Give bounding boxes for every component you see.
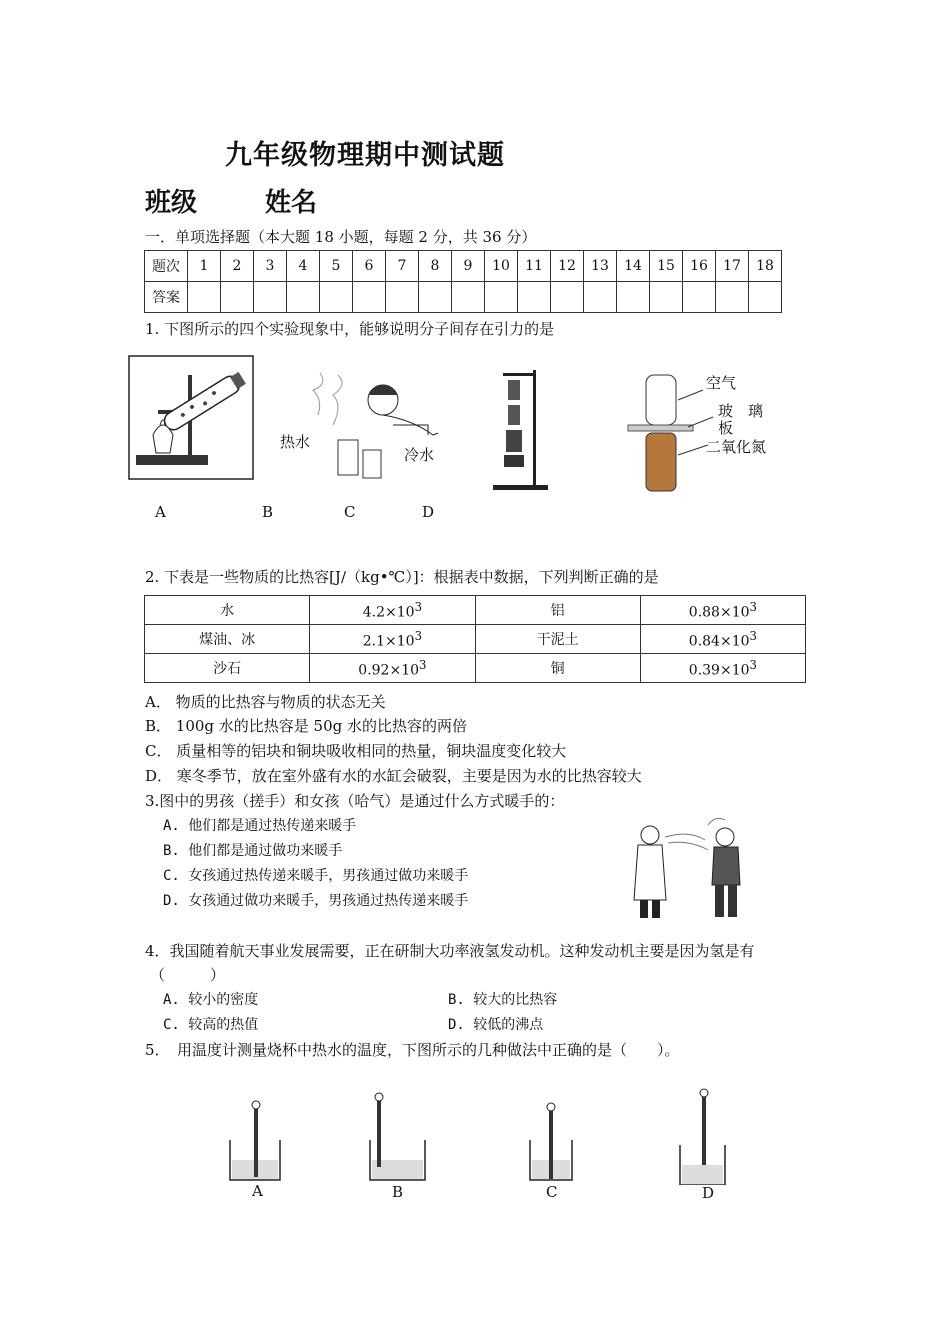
figure-bottles bbox=[628, 375, 713, 491]
substance-name: 沙石 bbox=[145, 654, 310, 683]
q1-figures bbox=[128, 355, 788, 495]
substance-name: 干泥土 bbox=[475, 625, 640, 654]
question-1: 1. 下图所示的四个实验现象中，能够说明分子间存在引力的是 bbox=[145, 320, 555, 338]
q5-choice-a: A bbox=[252, 1182, 263, 1200]
substance-value: $0.92\times 10^3$ bbox=[310, 654, 475, 683]
answer-cell[interactable] bbox=[485, 282, 518, 313]
substance-name: 铜 bbox=[475, 654, 640, 683]
question-number: 7 bbox=[386, 251, 419, 282]
question-2: 2. 下表是一些物质的比热容[J/（kg•℃）]：根据表中数据，下列判断正确的是 bbox=[145, 568, 659, 586]
label-air: 空气 bbox=[706, 374, 737, 392]
question-number: 16 bbox=[683, 251, 716, 282]
q2-option-d: D． 寒冬季节，放在室外盛有水的水缸会破裂，主要是因为水的比热容较大 bbox=[145, 767, 642, 785]
beaker-b bbox=[370, 1093, 425, 1180]
figure-d-lead-blocks bbox=[493, 370, 548, 490]
class-label: 班级 bbox=[145, 188, 198, 218]
question-number: 4 bbox=[287, 251, 320, 282]
substance-name: 水 bbox=[145, 596, 310, 625]
choice-d: D bbox=[422, 503, 435, 521]
answer-row-header: 答案 bbox=[145, 282, 188, 313]
question-number: 6 bbox=[353, 251, 386, 282]
q5-choice-c: C bbox=[546, 1183, 558, 1201]
substance-value: $0.39\times 10^3$ bbox=[640, 654, 805, 683]
q5-figures-beakers bbox=[220, 1085, 740, 1185]
beaker-d bbox=[680, 1089, 725, 1185]
substance-name: 铝 bbox=[475, 596, 640, 625]
question-number: 1 bbox=[188, 251, 221, 282]
label-hot-water: 热水 bbox=[280, 433, 311, 451]
q4-option-d: D. 较低的沸点 bbox=[448, 1017, 544, 1033]
choice-b: B bbox=[262, 503, 274, 521]
q3-option-d: D. 女孩通过做功来暖手，男孩通过热传递来暖手 bbox=[163, 893, 469, 909]
boy-figure bbox=[708, 818, 740, 917]
question-number: 3 bbox=[254, 251, 287, 282]
q4-option-a: A. 较小的密度 bbox=[163, 992, 259, 1008]
answer-cell[interactable] bbox=[254, 282, 287, 313]
question-number: 8 bbox=[419, 251, 452, 282]
beaker-c bbox=[530, 1103, 572, 1180]
substance-value: $0.88\times 10^3$ bbox=[640, 596, 805, 625]
answer-cell[interactable] bbox=[221, 282, 254, 313]
girl-figure bbox=[634, 826, 708, 918]
question-number: 9 bbox=[452, 251, 485, 282]
label-plate: 板 bbox=[718, 419, 734, 437]
q3-option-c: C. 女孩通过热传递来暖手，男孩通过做功来暖手 bbox=[163, 868, 469, 884]
answer-cell[interactable] bbox=[452, 282, 485, 313]
answer-cell[interactable] bbox=[551, 282, 584, 313]
question-number: 13 bbox=[584, 251, 617, 282]
answer-cell[interactable] bbox=[518, 282, 551, 313]
section-heading: 一．单项选择题（本大题 18 小题，每题 2 分，共 36 分） bbox=[145, 228, 537, 246]
q3-figure-children bbox=[620, 815, 755, 925]
answer-cell[interactable] bbox=[320, 282, 353, 313]
answer-cell[interactable] bbox=[683, 282, 716, 313]
answer-cell[interactable] bbox=[617, 282, 650, 313]
question-4: 4．我国随着航天事业发展需要，正在研制大功率液氢发动机。这种发动机主要是因为氢是有 bbox=[145, 942, 755, 960]
question-5: 5． 用温度计测量烧杯中热水的温度，下图所示的几种做法中正确的是（ ）。 bbox=[145, 1041, 680, 1059]
answer-cell[interactable] bbox=[419, 282, 452, 313]
answer-cell[interactable] bbox=[386, 282, 419, 313]
substance-value: $4.2\times 10^3$ bbox=[310, 596, 475, 625]
figure-a-heating bbox=[129, 356, 253, 479]
q4-option-c: C. 较高的热值 bbox=[163, 1017, 259, 1033]
question-number: 18 bbox=[749, 251, 782, 282]
question-number: 11 bbox=[518, 251, 551, 282]
question-number: 5 bbox=[320, 251, 353, 282]
answer-cell[interactable] bbox=[584, 282, 617, 313]
question-number: 10 bbox=[485, 251, 518, 282]
choice-c: C bbox=[344, 503, 356, 521]
question-number: 2 bbox=[221, 251, 254, 282]
answer-cell[interactable] bbox=[749, 282, 782, 313]
page-title: 九年级物理期中测试题 bbox=[225, 140, 505, 171]
q4-option-b: B. 较大的比热容 bbox=[448, 992, 558, 1008]
q2-option-a: A． 物质的比热容与物质的状态无关 bbox=[145, 693, 386, 711]
specific-heat-table bbox=[144, 595, 806, 683]
answer-table bbox=[144, 250, 782, 313]
label-glass: 玻 璃 bbox=[718, 402, 764, 420]
q2-option-c: C． 质量相等的铝块和铜块吸收相同的热量，铜块温度变化较大 bbox=[145, 742, 567, 760]
question-number: 14 bbox=[617, 251, 650, 282]
question-number: 12 bbox=[551, 251, 584, 282]
answer-table-header: 题次 bbox=[145, 251, 188, 282]
beaker-a bbox=[230, 1101, 280, 1180]
q3-option-b: B. 他们都是通过做功来暖手 bbox=[163, 843, 343, 859]
substance-value: $0.84\times 10^3$ bbox=[640, 625, 805, 654]
answer-cell[interactable] bbox=[353, 282, 386, 313]
substance-name: 煤油、冰 bbox=[145, 625, 310, 654]
q2-option-b: B． 100g 水的比热容是 50g 水的比热容的两倍 bbox=[145, 717, 468, 735]
question-3: 3.图中的男孩（搓手）和女孩（哈气）是通过什么方式暖手的： bbox=[145, 792, 565, 810]
name-label: 姓名 bbox=[265, 188, 318, 218]
question-number: 17 bbox=[716, 251, 749, 282]
answer-cell[interactable] bbox=[716, 282, 749, 313]
substance-value: $2.1\times 10^3$ bbox=[310, 625, 475, 654]
answer-cell[interactable] bbox=[287, 282, 320, 313]
answer-cell[interactable] bbox=[188, 282, 221, 313]
q4-answer-blank: （ ） bbox=[150, 966, 226, 984]
label-cold-water: 冷水 bbox=[404, 446, 435, 464]
question-number: 15 bbox=[650, 251, 683, 282]
answer-cell[interactable] bbox=[650, 282, 683, 313]
q3-option-a: A. 他们都是通过热传递来暖手 bbox=[163, 818, 357, 834]
q5-choice-d: D bbox=[702, 1184, 715, 1202]
q5-choice-b: B bbox=[392, 1183, 404, 1201]
choice-a: A bbox=[155, 503, 166, 521]
label-no2: 二氧化氮 bbox=[706, 438, 767, 456]
